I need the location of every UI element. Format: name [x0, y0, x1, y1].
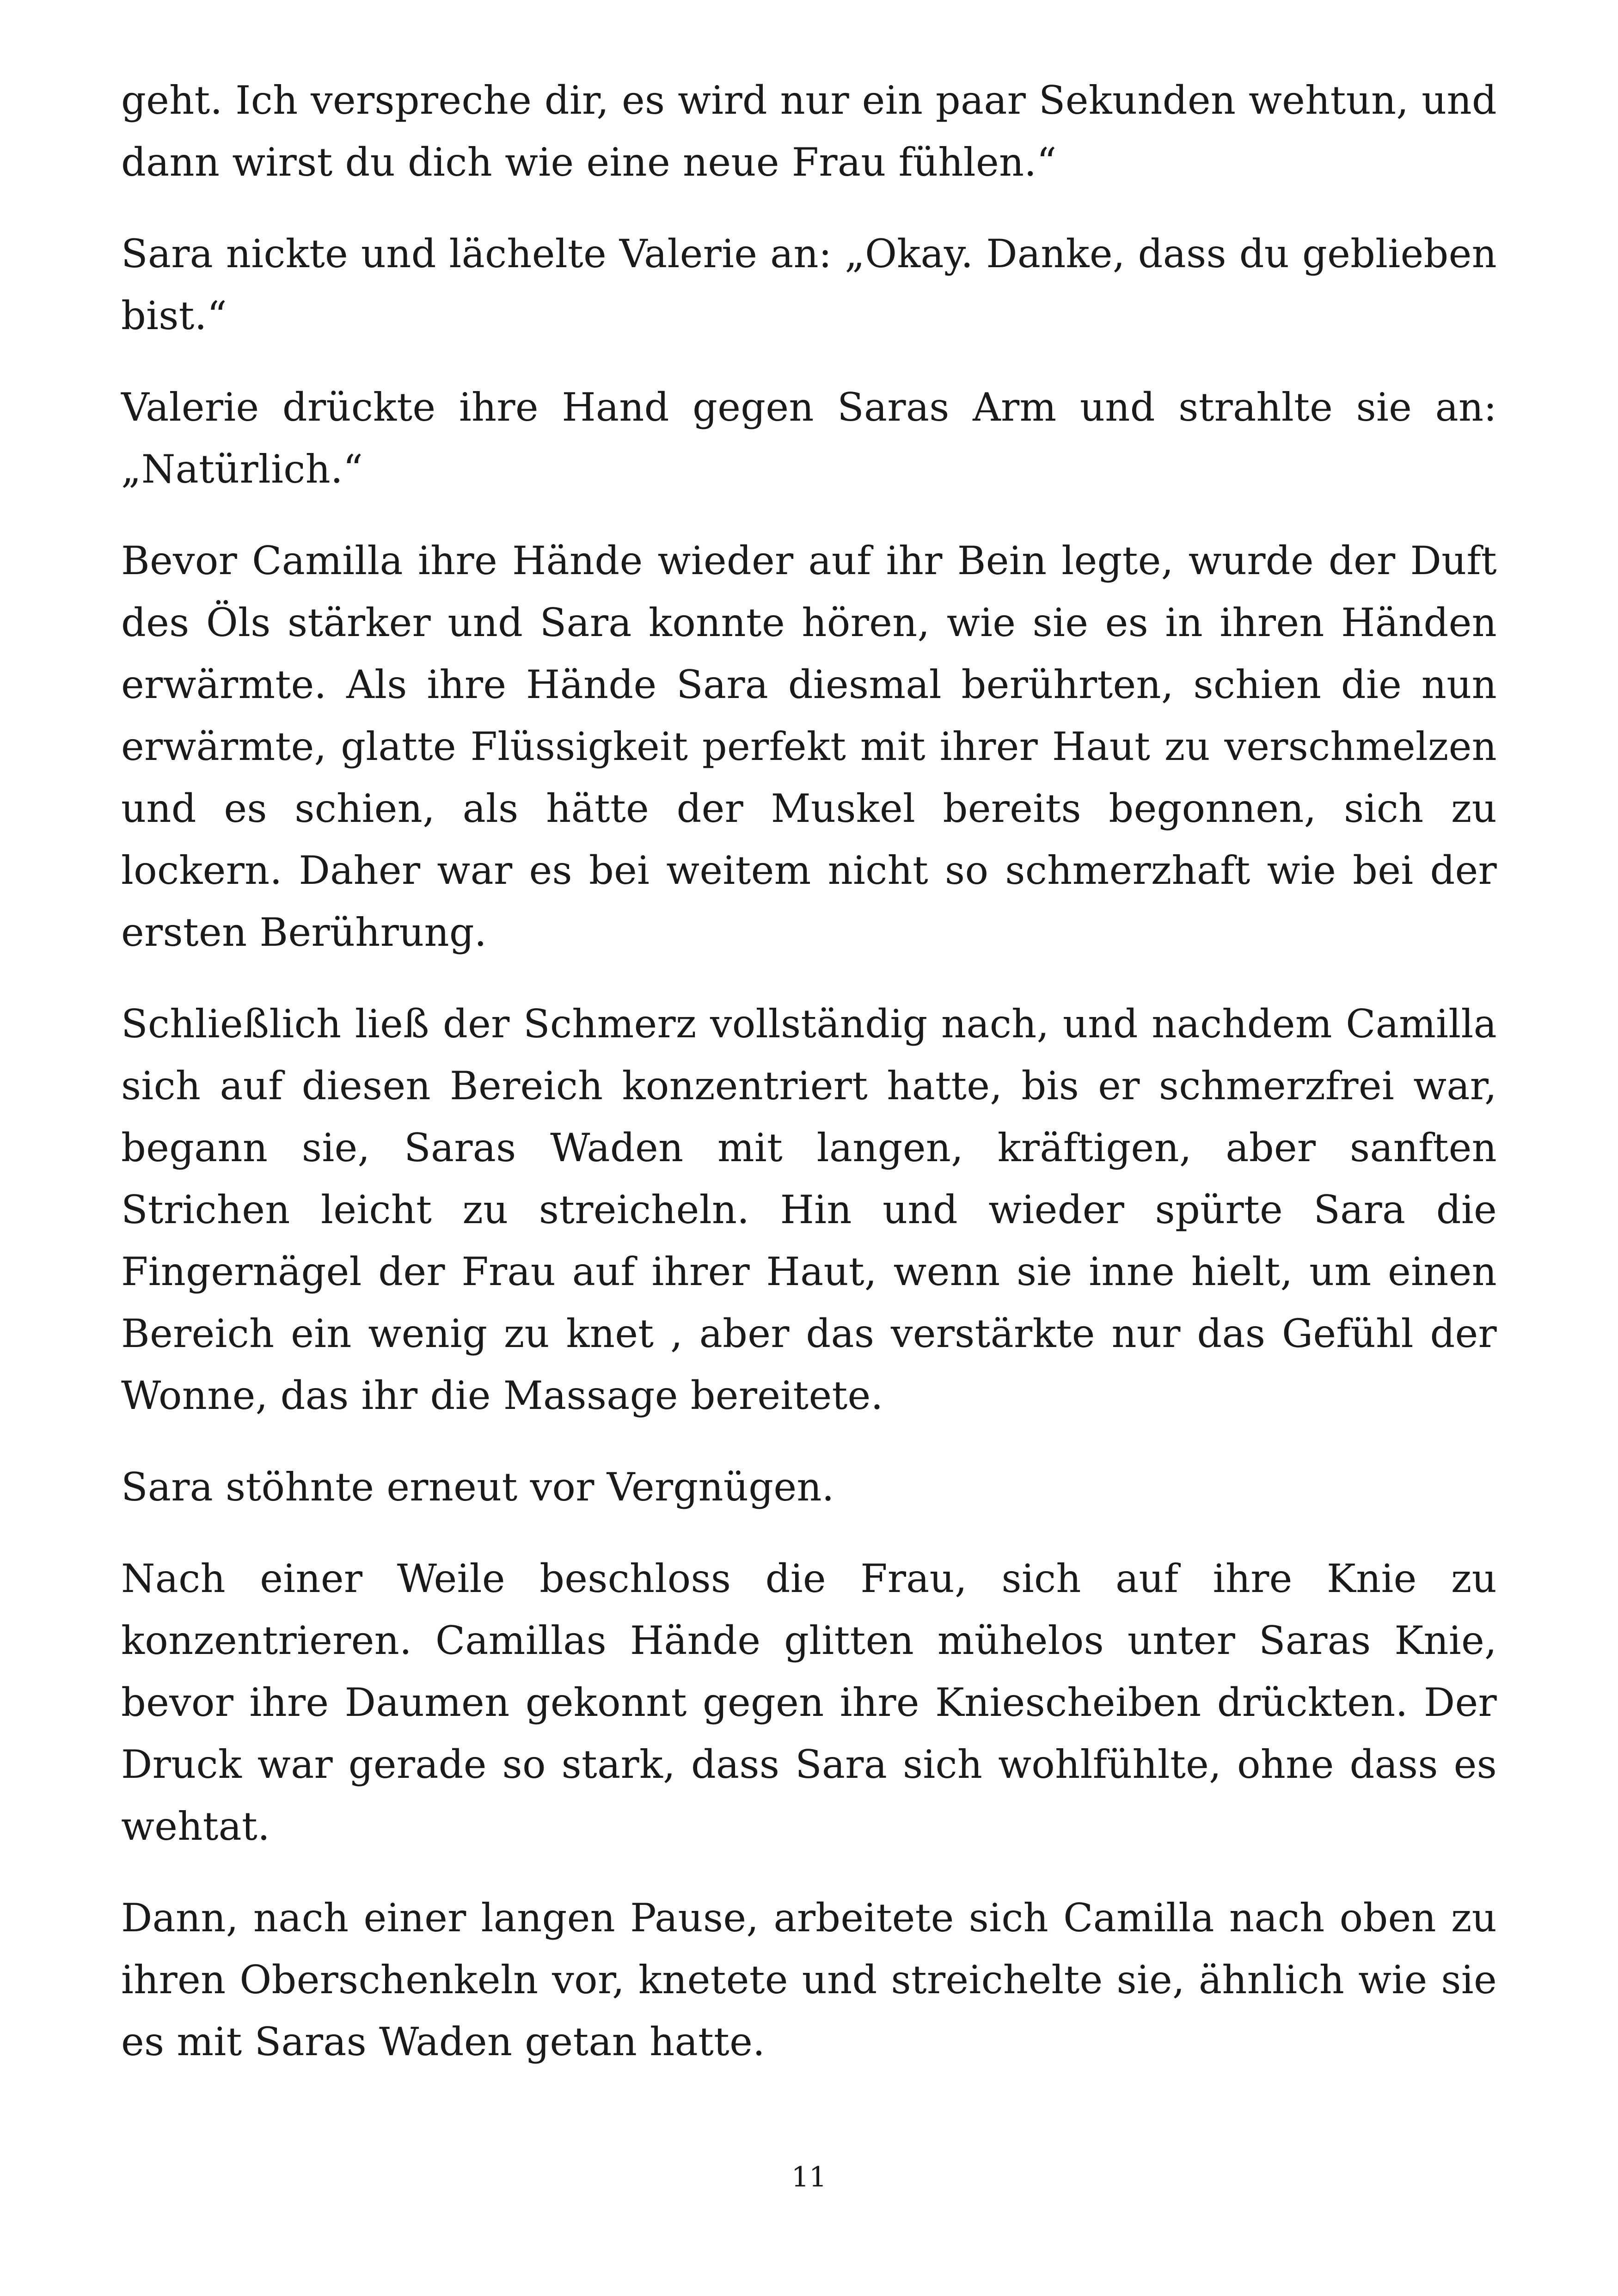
paragraph: Schließlich ließ der Schmerz vollständig nach, und nachdem Camilla sich auf diesen Bereich konzentriert hatte, bis er schmerzfrei war, begann sie, Saras Waden mit langen, kräftigen, aber sanften Strichen leicht zu streicheln. Hin und wieder spürte Sara die Fingernägel der Frau auf ihrer Haut, wenn sie inne hielt, um einen Bereich ein wenig zu knet , aber das verstärkte nur das Gefühl der Wonne, das ihr die Massage bereitete. — [121, 1001, 1497, 1418]
paragraph: Sara nickte und lächelte Valerie an: „Okay. Danke, dass du geblieben bist.“ — [121, 231, 1497, 338]
body-text — [121, 69, 1497, 2102]
page-number: 11 — [791, 2161, 827, 2193]
paragraph: Dann, nach einer langen Pause, arbeitete sich Camilla nach oben zu ihren Oberschenkeln vor, knetete und streichelte sie, ähnlich wie sie es mit Saras Waden getan hatte. — [121, 1895, 1497, 2064]
paragraph: Sara stöhnte erneut vor Vergnügen. — [121, 1464, 834, 1510]
paragraph: Bevor Camilla ihre Hände wieder auf ihr Bein legte, wurde der Duft des Öls stärker und Sara konnte hören, wie sie es in ihren Händen erwärmte. Als ihre Hände Sara diesmal berührten, schien die nun erwärmte, glatte Flüssigkeit perfekt mit ihrer Haut zu verschmelzen und es schien, als hätte der Muskel bereits begonnen, sich zu lockern. Daher war es bei weitem nicht so schmerzhaft wie bei der ersten Berührung. — [121, 538, 1497, 955]
paragraph: Valerie drückte ihre Hand gegen Saras Arm und strahlte sie an: „Natürlich.“ — [121, 385, 1497, 492]
paragraph: Nach einer Weile beschloss die Frau, sich auf ihre Knie zu konzentrieren. Camillas Hände glitten mühelos unter Saras Knie, bevor ihre Daumen gekonnt gegen ihre Kniescheiben drückten. Der Druck war gerade so stark, dass Sara sich wohlfühlte, ohne dass es wehtat. — [121, 1556, 1497, 1849]
paragraph: geht. Ich verspreche dir, es wird nur ein paar Sekunden wehtun, und dann wirst du dich wie eine neue Frau fühlen.“ — [121, 78, 1497, 185]
